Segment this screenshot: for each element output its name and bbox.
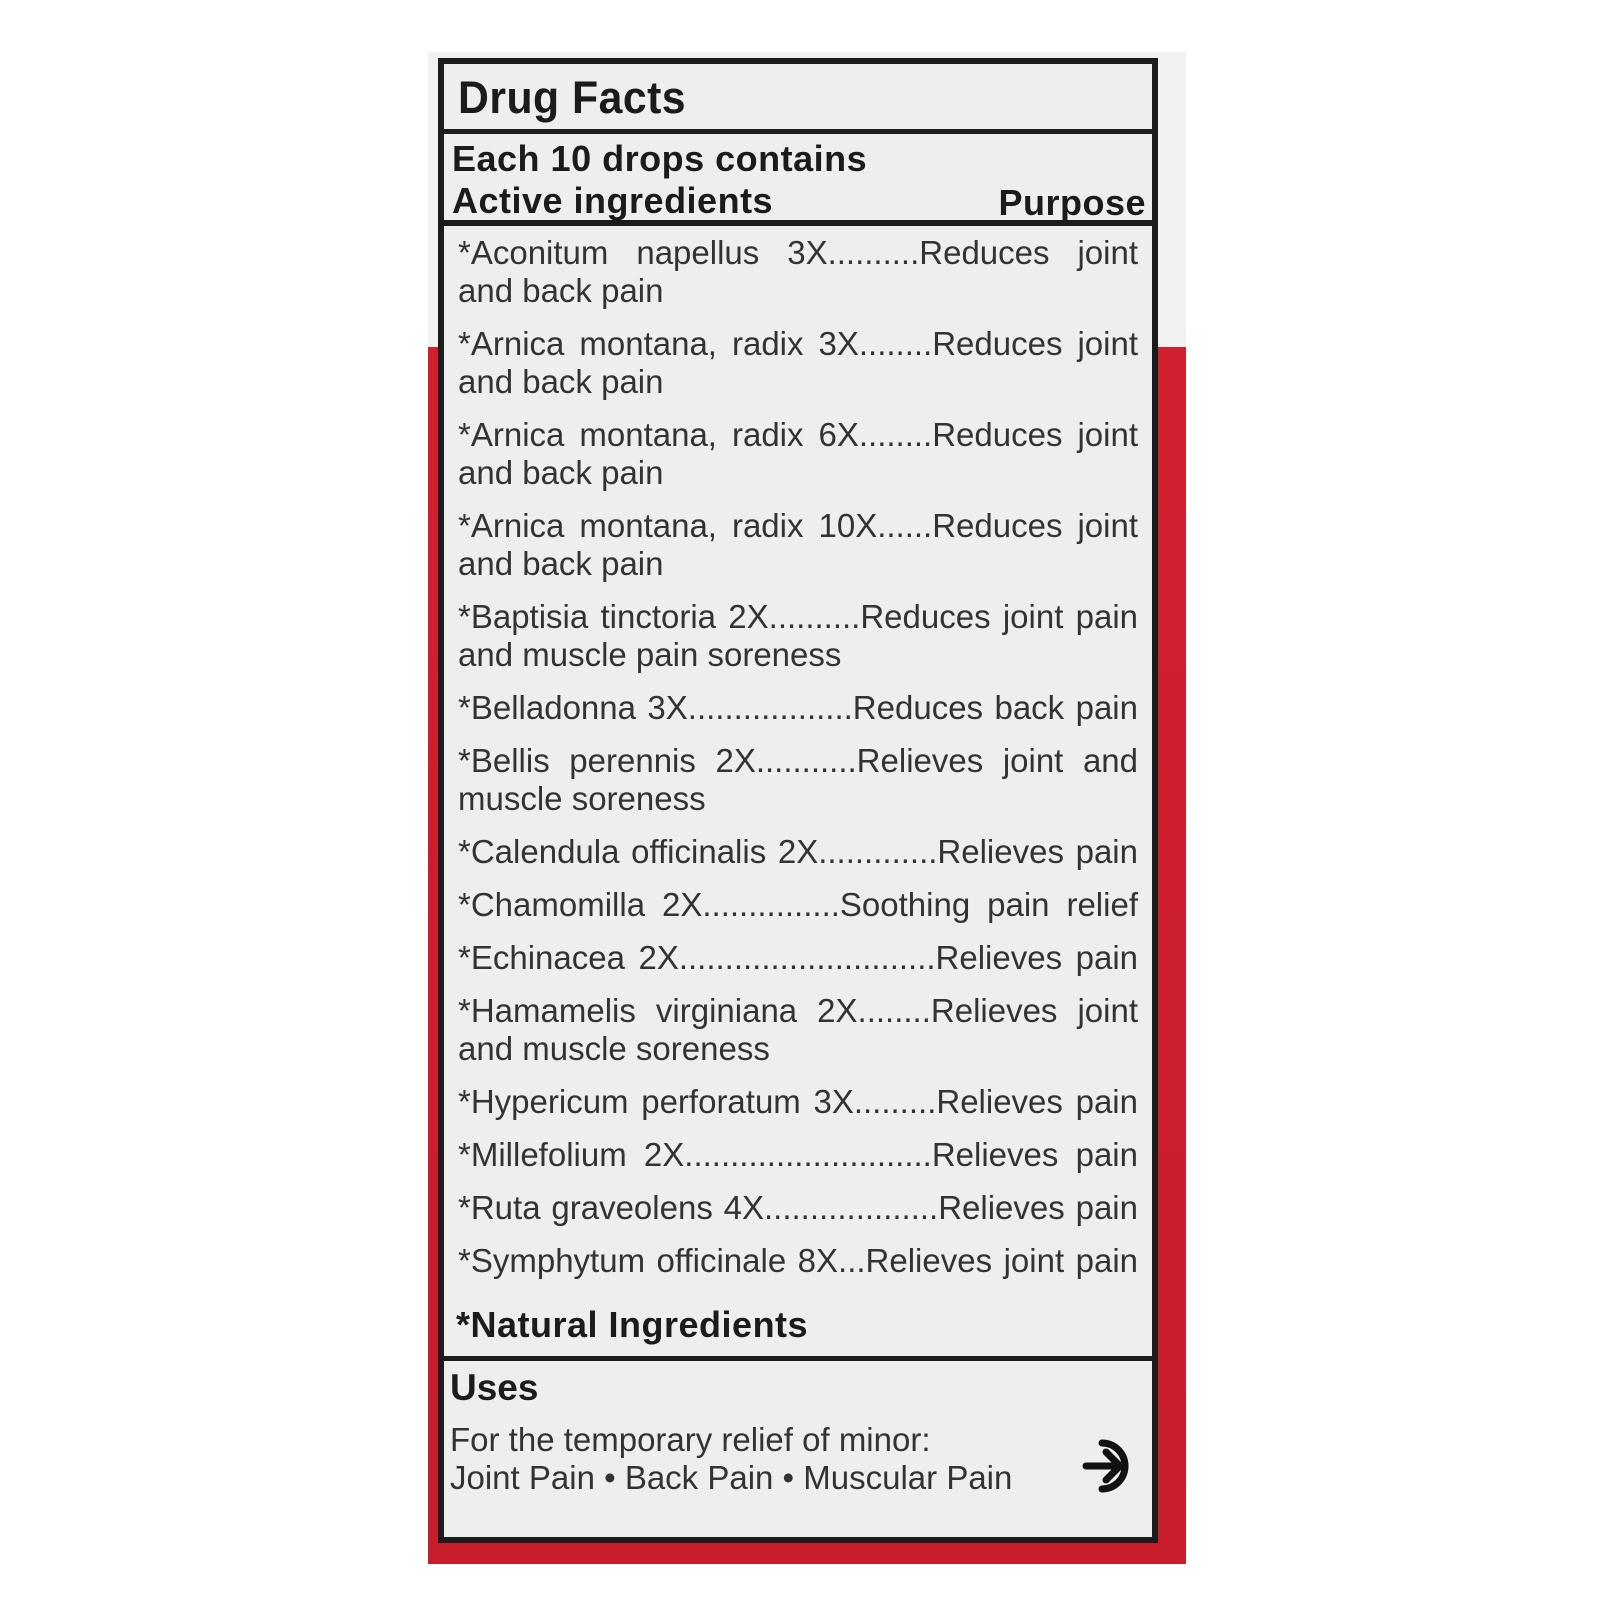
active-ingredients-label: Active ingredients — [452, 180, 774, 221]
ingredient-item: *Hypericum perforatum 3X.........Relieves pain — [458, 1083, 1138, 1120]
drug-facts-title: Drug Facts — [458, 72, 687, 123]
ingredient-item: *Chamomilla 2X...............Soothing pain relief — [458, 886, 1138, 923]
ingredient-item: *Calendula officinalis 2X.............Relieves pain — [458, 833, 1138, 870]
natural-ingredients-note: *Natural Ingredients — [456, 1304, 809, 1345]
purpose-label: Purpose — [998, 182, 1146, 223]
ingredient-item: *Hamamelis virginiana 2X........Relieves joint and muscle soreness — [458, 992, 1138, 1067]
active-ingredients-header — [444, 134, 1152, 226]
ingredient-item: *Ruta graveolens 4X...................Relieves pain — [458, 1189, 1138, 1226]
ingredient-item: *Aconitum napellus 3X..........Reduces joint and back pain — [458, 234, 1138, 309]
ingredient-item: *Symphytum officinale 8X...Relieves joint pain — [458, 1242, 1138, 1279]
ingredient-list — [458, 234, 1138, 1295]
ingredient-item: *Belladonna 3X..................Reduces back pain — [458, 689, 1138, 726]
ingredient-item: *Arnica montana, radix 10X......Reduces joint and back pain — [458, 507, 1138, 582]
ingredient-item: *Echinacea 2X............................Relieves pain — [458, 939, 1138, 976]
ingredient-item: *Arnica montana, radix 6X........Reduces joint and back pain — [458, 416, 1138, 491]
ingredient-item: *Baptisia tinctoria 2X..........Reduces joint pain and muscle pain soreness — [458, 598, 1138, 673]
ingredient-item: *Arnica montana, radix 3X........Reduces joint and back pain — [458, 325, 1138, 400]
dose-statement: Each 10 drops contains — [452, 138, 868, 179]
uses-title: Uses — [450, 1367, 539, 1408]
arrow-right-circle-icon — [1080, 1437, 1138, 1495]
uses-text-line1: For the temporary relief of minor: — [450, 1421, 931, 1458]
drug-facts-panel — [438, 58, 1158, 1543]
package-background — [428, 52, 1186, 1564]
ingredient-item: *Bellis perennis 2X...........Relieves joint and muscle soreness — [458, 742, 1138, 817]
ingredient-item: *Millefolium 2X...........................Relieves pain — [458, 1136, 1138, 1173]
uses-section — [444, 1356, 1152, 1537]
title-row — [444, 64, 1152, 134]
uses-text-line2: Joint Pain • Back Pain • Muscular Pain — [450, 1459, 1013, 1496]
